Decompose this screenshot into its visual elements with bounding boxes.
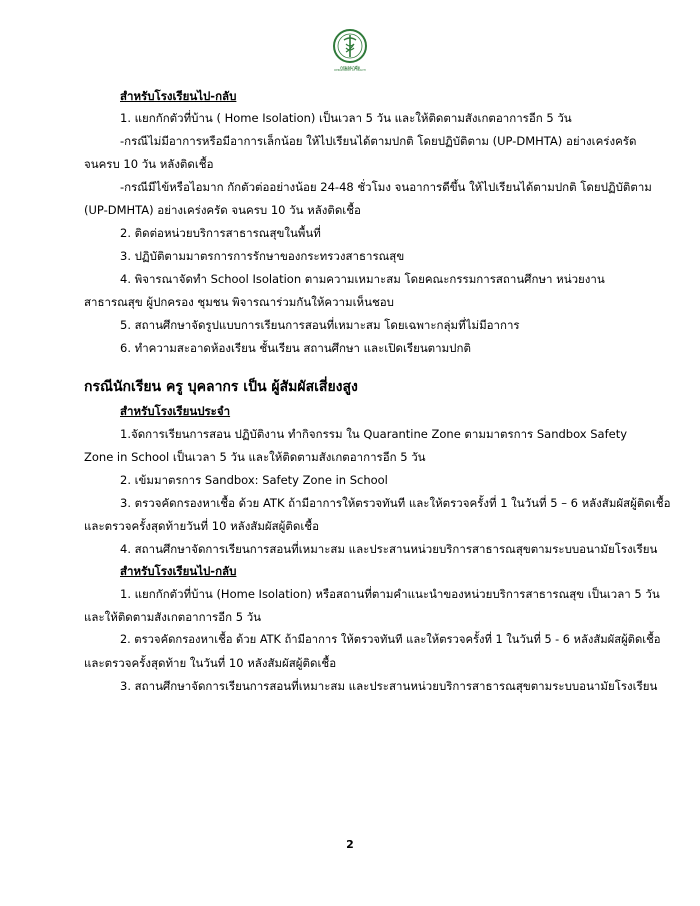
section1-line-5: (UP-DMHTA) อย่างเคร่งครัด จนครบ 10 วัน หลังติดเชื้อ (84, 203, 361, 217)
department-logo (332, 28, 368, 74)
section2-a-line-6: 4. สถานศึกษาจัดการเรียนการสอนที่เหมาะสม และประสานหน่วยบริการสาธารณสุขตามระบบอนามัยโรงเรียน (120, 542, 658, 556)
section2-a-line-4: 3. ตรวจคัดกรองหาเชื้อ ด้วย ATK ถ้ามีอาการให้ตรวจทันที และให้ตรวจครั้งที่ 1 ในวันที่ 5 – 6 หลังสัมผัสผู้ติดเชื้อ (120, 496, 671, 510)
section2-a-line-1: 1.จัดการเรียนการสอน ปฏิบัติงาน ทำกิจกรรม ใน Quarantine Zone ตามมาตรการ Sandbox Safety (120, 427, 628, 441)
caduceus-seal-icon (332, 28, 368, 64)
section1-line-7: 3. ปฏิบัติตามมาตรการการรักษาของกระทรวงสาธารณสุข (120, 249, 405, 263)
section2-a-line-2: Zone in School เป็นเวลา 5 วัน และให้ติดตามสังเกตอาการอีก 5 วัน (84, 450, 426, 464)
section1-line-6: 2. ติดต่อหน่วยบริการสาธารณสุขในพื้นที่ (120, 226, 321, 240)
section2-subheading-dayschool: สำหรับโรงเรียนไป-กลับ (120, 564, 237, 578)
section2-b-line-1: 1. แยกกักตัวที่บ้าน (Home Isolation) หรือสถานที่ตามคำแนะนำของหน่วยบริการสาธารณสุข เป็นเวลา 5 วัน (120, 587, 660, 601)
section1-subheading: สำหรับโรงเรียนไป-กลับ (120, 89, 237, 103)
section1-line-8: 4. พิจารณาจัดทำ School Isolation ตามความเหมาะสม โดยคณะกรรมการสถานศึกษา หน่วยงาน (120, 272, 605, 286)
section2-a-line-5: และตรวจครั้งสุดท้ายวันที่ 10 หลังสัมผัสผู้ติดเชื้อ (84, 519, 319, 533)
section1-line-1: 1. แยกกักตัวที่บ้าน ( Home Isolation) เป็นเวลา 5 วัน และให้ติดตามสังเกตอาการอีก 5 วัน (120, 111, 572, 125)
section2-heading: กรณีนักเรียน ครู บุคลากร เป็น ผู้สัมผัสเสี่ยงสูง (84, 379, 358, 395)
section2-a-line-3: 2. เข้มมาตรการ Sandbox: Safety Zone in School (120, 473, 388, 487)
section1-line-9: สาธารณสุข ผู้ปกครอง ชุมชน พิจารณาร่วมกันให้ความเห็นชอบ (84, 295, 394, 309)
section1-line-10: 5. สถานศึกษาจัดรูปแบบการเรียนการสอนที่เหมาะสม โดยเฉพาะกลุ่มที่ไม่มีอาการ (120, 318, 520, 332)
page-number: 2 (346, 838, 354, 851)
section1-line-2: -กรณีไม่มีอาการหรือมีอาการเล็กน้อย ให้ไปเรียนได้ตามปกติ โดยปฏิบัติตาม (UP-DMHTA) อย่างเคร่งครัด (120, 134, 637, 148)
section2-b-line-5: 3. สถานศึกษาจัดการเรียนการสอนที่เหมาะสม และประสานหน่วยบริการสาธารณสุขตามระบบอนามัยโรงเรียน (120, 679, 658, 693)
section2-subheading-boarding: สำหรับโรงเรียนประจำ (120, 404, 231, 418)
logo-subtext: DEPARTMENT OF HEALTH (334, 69, 366, 72)
section2-b-line-3: 2. ตรวจคัดกรองหาเชื้อ ด้วย ATK ถ้ามีอาการ ให้ตรวจทันที และให้ตรวจครั้งที่ 1 ในวันที่ 5 - 6 หลังสัมผัสผู้ติดเชื้อ (120, 633, 661, 646)
section1-line-3: จนครบ 10 วัน หลังติดเชื้อ (84, 157, 214, 171)
logo-text: กรมอนามัย (340, 65, 360, 70)
section2-b-line-2: และให้ติดตามสังเกตอาการอีก 5 วัน (84, 610, 262, 624)
section1-line-4: -กรณีมีไข้หรือไอมาก กักตัวต่ออย่างน้อย 24-48 ชั่วโมง จนอาการดีขึ้น ให้ไปเรียนได้ตามปกติ โดยปฏิบัติตาม (120, 180, 652, 194)
section2-b-line-4: และตรวจครั้งสุดท้าย ในวันที่ 10 หลังสัมผัสผู้ติดเชื้อ (84, 656, 337, 670)
section1-line-11: 6. ทำความสะอาดห้องเรียน ชั้นเรียน สถานศึกษา และเปิดเรียนตามปกติ (120, 341, 471, 355)
